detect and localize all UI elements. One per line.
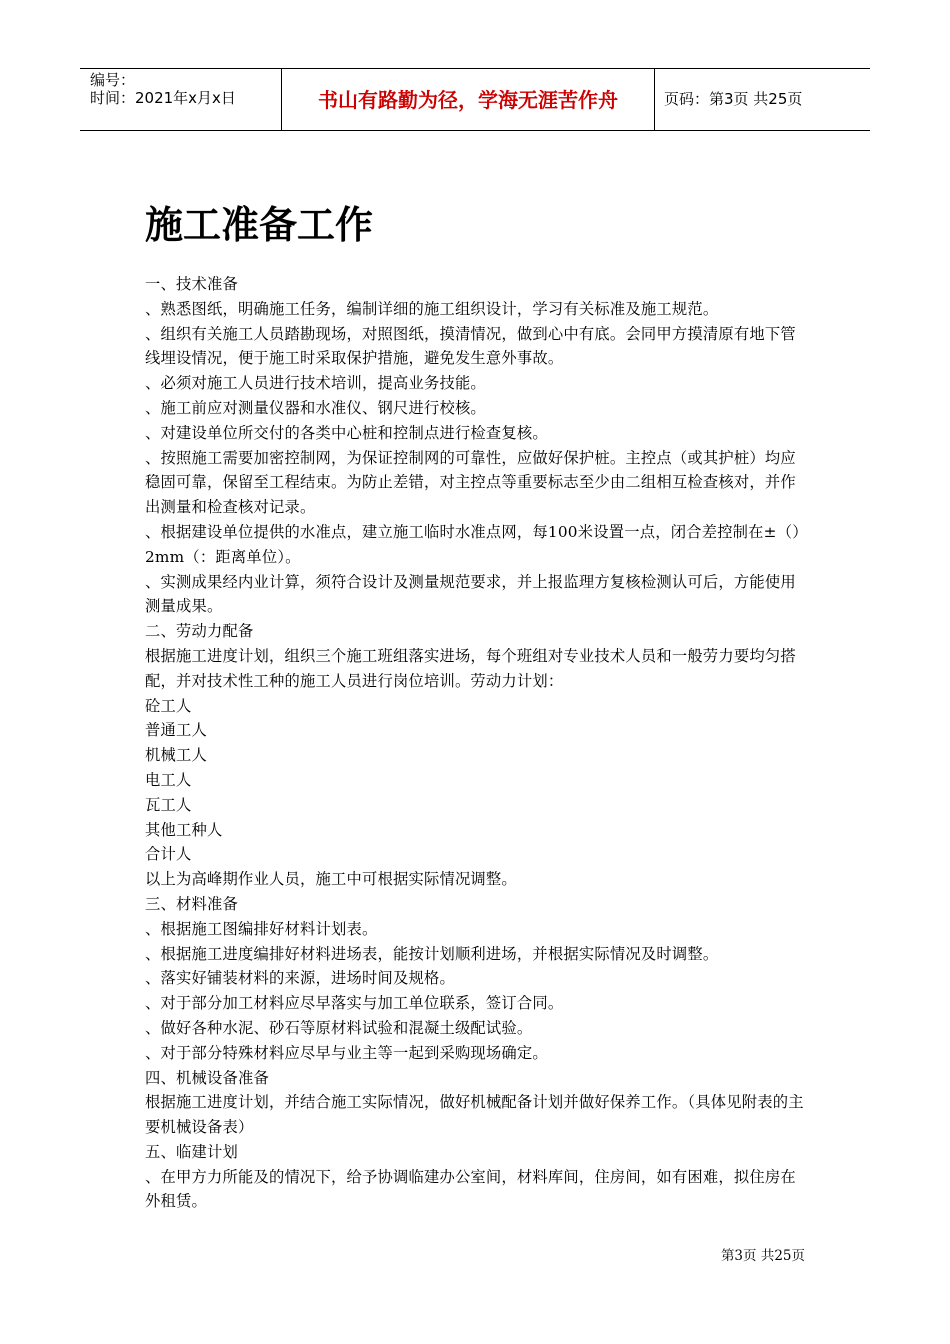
body-paragraph: 、按照施工需要加密控制网，为保证控制网的可靠性，应做好保护桩。主控点（或其护桩）均应稳固可靠，保留至工程结束。为防止差错，对主控点等重要标志至少由二组相互检查核对，并作出测量和检查核对记录。 — [145, 448, 796, 517]
body-paragraph: 、实测成果经内业计算，须符合设计及测量规范要求，并上报监理方复核检测认可后，方能使用测量成果。 — [145, 572, 796, 616]
body-paragraph: 、在甲方力所能及的情况下，给予协调临建办公室间，材料库间，住房间，如有困难，拟住房在外租赁。 — [145, 1167, 796, 1211]
body-paragraph: 、落实好铺装材料的来源，进场时间及规格。 — [145, 969, 455, 988]
document-body — [145, 272, 810, 1214]
body-paragraph: 二、劳动力配备 — [145, 622, 254, 641]
header-page-info: 页码：第3页 共25页 — [664, 90, 803, 108]
body-paragraph: 、对建设单位所交付的各类中心桩和控制点进行检查复核。 — [145, 423, 548, 442]
page-footer: 第3页 共25页 — [720, 1248, 805, 1264]
body-paragraph: 、熟悉图纸，明确施工任务，编制详细的施工组织设计，学习有关标准及施工规范。 — [145, 299, 719, 318]
body-paragraph: 、必须对施工人员进行技术培训，提高业务技能。 — [145, 374, 486, 393]
document-title: 施工准备工作 — [145, 203, 374, 247]
body-paragraph: 三、材料准备 — [145, 894, 238, 913]
body-paragraph: 机械工人 — [145, 746, 207, 765]
body-paragraph: 、做好各种水泥、砂石等原材料试验和混凝土级配试验。 — [145, 1018, 533, 1037]
body-paragraph: 以上为高峰期作业人员，施工中可根据实际情况调整。 — [145, 870, 517, 889]
body-paragraph: 根据施工进度计划，并结合施工实际情况，做好机械配备计划并做好保养工作。（具体见附表的主要机械设备表） — [145, 1093, 804, 1137]
body-paragraph: 、对于部分特殊材料应尽早与业主等一起到采购现场确定。 — [145, 1043, 548, 1062]
body-paragraph: 一、技术准备 — [145, 275, 238, 293]
body-paragraph: 砼工人 — [145, 696, 192, 715]
header-page-cell — [655, 69, 870, 130]
body-paragraph: 、对于部分加工材料应尽早落实与加工单位联系，签订合同。 — [145, 994, 564, 1013]
body-paragraph: 、组织有关施工人员踏勘现场，对照图纸，摸清情况，做到心中有底。会同甲方摸清原有地下管线埋设情况，便于施工时采取保护措施，避免发生意外事故。 — [145, 324, 796, 368]
body-paragraph: 、根据施工图编排好材料计划表。 — [145, 919, 378, 938]
document-number-label: 编号： — [90, 71, 136, 89]
body-paragraph: 瓦工人 — [145, 795, 192, 814]
header-info-cell — [80, 69, 282, 130]
document-date-label: 时间：2021年x月x日 — [90, 89, 236, 107]
body-paragraph: 电工人 — [145, 770, 192, 789]
body-paragraph: 五、临建计划 — [145, 1142, 238, 1161]
body-paragraph: 其他工种人 — [145, 820, 223, 839]
header-motto-cell — [282, 69, 655, 130]
body-paragraph: 四、机械设备准备 — [145, 1068, 269, 1087]
header-motto: 书山有路勤为径，学海无涯苦作舟 — [318, 88, 618, 112]
body-paragraph: 、根据建设单位提供的水准点，建立施工临时水准点网，每100米设置一点，闭合差控制在±（）2mm（：距离单位）。 — [145, 522, 808, 566]
body-paragraph: 合计人 — [145, 845, 192, 864]
body-paragraph: 普通工人 — [145, 721, 207, 740]
body-paragraph: 、施工前应对测量仪器和水准仪、钢尺进行校核。 — [145, 398, 486, 417]
body-paragraph: 根据施工进度计划，组织三个施工班组落实进场，每个班组对专业技术人员和一般劳力要均匀搭配，并对技术性工种的施工人员进行岗位培训。劳动力计划： — [145, 646, 796, 690]
body-paragraph: 、根据施工进度编排好材料进场表，能按计划顺利进场，并根据实际情况及时调整。 — [145, 944, 719, 963]
page-header — [80, 68, 870, 131]
